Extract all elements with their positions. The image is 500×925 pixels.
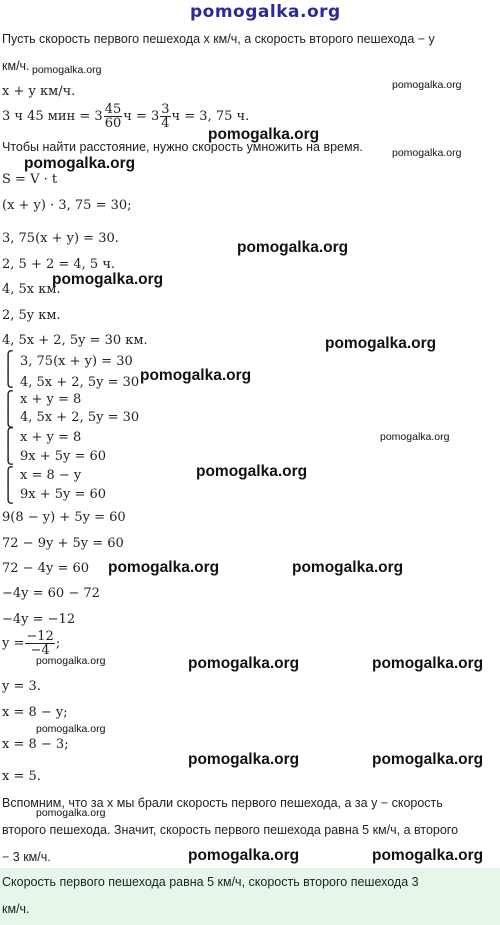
result-line: y = 3. [2,679,41,694]
fraction-numerator: −12 [26,629,54,644]
solve-line: 9(8 − y) + 5y = 60 [2,510,126,525]
system-equation: 4, 5x + 2, 5y = 30 [20,375,140,390]
result-line: x = 8 − y; [2,705,68,720]
result-line: x = 8 − 3; [2,737,69,752]
speed-sum: x + y км/ч. [2,84,76,99]
fraction-45-60 [104,103,123,130]
fraction-tail: ; [55,636,61,651]
answer-line-1: Скорость первого пешехода равна 5 км/ч, скорость второго пешехода 3 [2,875,419,889]
fraction-3-4 [160,103,170,130]
watermark: pomogalka.org [32,64,102,76]
equation-line: (x + y) · 3, 75 = 30; [2,198,132,213]
watermark: pomogalka.org [36,807,106,819]
watermark: pomogalka.org [380,431,450,443]
conclusion-line-2: второго пешехода. Значит, скорость первого пешехода равна 5 км/ч, а второго [2,823,459,837]
system-equation: x + y = 8 [20,392,82,407]
system-equation: 4, 5x + 2, 5y = 30 [20,410,140,425]
distance-first: 4, 5x км. [2,282,61,297]
fraction-numerator: 3 [161,102,170,117]
hint-text: Чтобы найти расстояние, нужно скорость умножить на время. [2,140,363,154]
watermark: pomogalka.org [140,367,252,384]
answer-line-2: км/ч. [2,902,30,916]
y-fraction-line [2,630,60,657]
watermark: pomogalka.org [52,271,164,288]
system-brace: ⎧ ⎩ [2,390,14,428]
equation-line: 3, 75(x + y) = 30. [2,231,119,246]
watermark: pomogalka.org [24,155,136,172]
distance-total: 4, 5x + 2, 5y = 30 км. [2,333,148,348]
watermark: pomogalka.org [208,126,320,143]
system-equation: 3, 75(x + y) = 30 [20,354,133,369]
watermark: pomogalka.org [36,655,106,667]
system-brace: ⎧ ⎩ [2,427,14,465]
answer-box [0,868,500,925]
fraction-denominator: 4 [161,116,170,131]
fraction-denominator: 60 [104,116,122,131]
conclusion-line-3: − 3 км/ч. [2,850,51,864]
system-brace: ⎧ ⎩ [2,350,14,388]
solve-line: −4y = −12 [2,612,76,627]
time-mid: ч = 3 [123,109,160,124]
site-header[interactable]: pomogalka.org [190,2,341,22]
watermark: pomogalka.org [188,655,300,672]
system-equation: x + y = 8 [20,430,82,445]
watermark: pomogalka.org [188,751,300,768]
y-equals: y = [2,636,25,651]
result-line: x = 5. [2,769,41,784]
solve-line: 72 − 4y = 60 [2,561,90,576]
watermark: pomogalka.org [188,847,300,864]
time-sum-line: 2, 5 + 2 = 4, 5 ч. [2,257,116,272]
watermark: pomogalka.org [372,847,484,864]
watermark: pomogalka.org [372,751,484,768]
solve-line: 72 − 9y + 5y = 60 [2,536,124,551]
time-left: 3 ч 45 мин = 3 [2,109,103,124]
watermark: pomogalka.org [292,559,404,576]
system-equation: x = 8 − y [20,468,82,483]
system-brace: ⎧ ⎩ [2,466,14,504]
time-right: ч = 3, 75 ч. [171,109,250,124]
watermark: pomogalka.org [325,335,437,352]
watermark: pomogalka.org [108,559,220,576]
system-equation: 9x + 5y = 60 [20,487,107,502]
watermark: pomogalka.org [372,655,484,672]
conclusion-line-1: Вспомним, что за x мы брали скорость первого пешехода, а за y − скорость [2,796,443,810]
watermark: pomogalka.org [392,79,462,91]
system-equation: 9x + 5y = 60 [20,449,107,464]
fraction-denominator: −4 [30,643,50,658]
fraction-y [25,630,54,657]
intro-line-1: Пусть скорость первого пешехода x км/ч, а скорость второго пешехода − y [2,32,435,46]
watermark: pomogalka.org [237,239,349,256]
watermark: pomogalka.org [392,147,462,159]
solve-line: −4y = 60 − 72 [2,586,100,601]
distance-second: 2, 5y км. [2,308,61,323]
watermark: pomogalka.org [196,463,308,480]
watermark: pomogalka.org [36,723,106,735]
formula-line: S = V · t [2,172,58,187]
intro-line-2: км/ч. [2,59,30,73]
fraction-numerator: 45 [104,102,122,117]
